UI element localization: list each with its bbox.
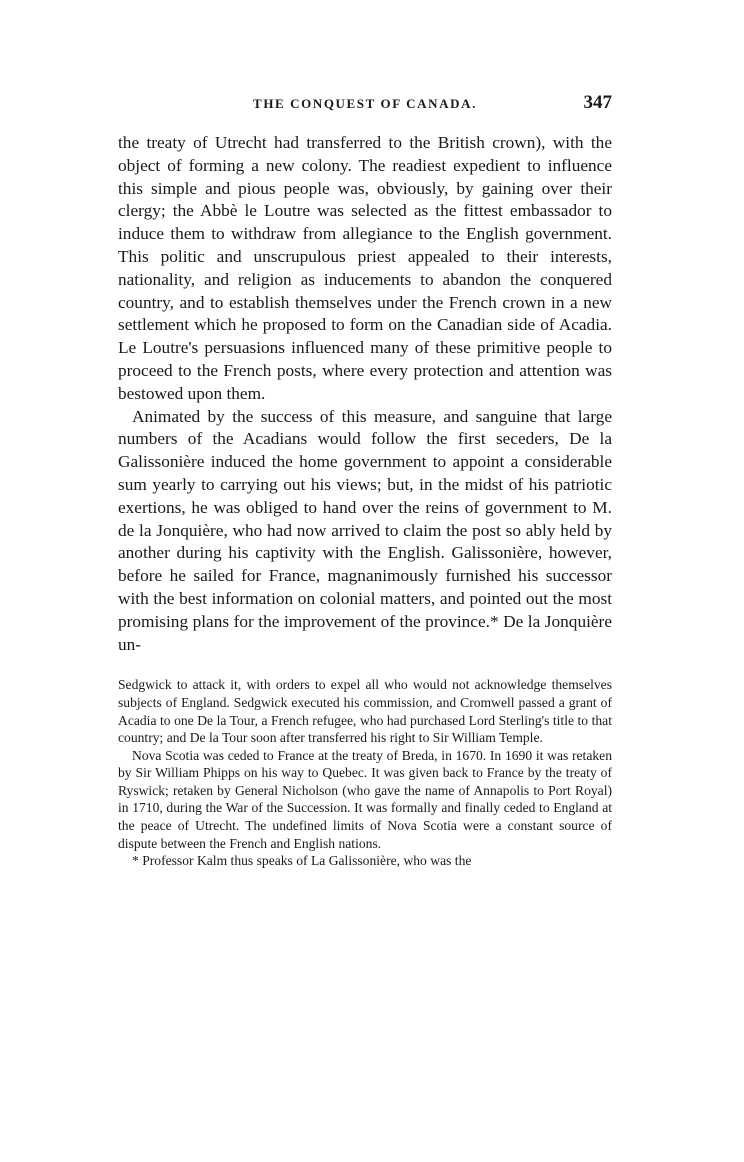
footnote-nova-scotia: Nova Scotia was ceded to France at the treaty of Breda, in 1670. In 1690 it was retaken by Sir William Phipps on his way to Quebec. It was given back to France by the treaty of Ryswick; retaken by General Nicholson (who gave the name of Annapolis to Port Royal) in 1710, during the War of the Succession. It was formally and finally ceded to England at the peace of Utrecht. The undefined limits of Nova Scotia were a constant source of dispute between the French and English nations. [118, 747, 612, 851]
body-text [118, 132, 612, 656]
paragraph-2: Animated by the success of this measure, and sanguine that large numbers of the Acadians would follow the first seceders, De la Galissonière induced the home government to appoint a considerable sum yearly to carrying out his views; but, in the midst of his patriotic exertions, he was obliged to hand over the reins of government to M. de la Jonquière, who had now arrived to claim the post so ably held by another during his captivity with the English. Galissonière, however, before he sailed for France, magnanimously furnished his successor with the best information on colonial matters, and pointed out the most promising plans for the improvement of the province.* De la Jonquière un- [118, 406, 612, 654]
footnote-kalm: * Professor Kalm thus speaks of La Galissonière, who was the [132, 853, 472, 869]
paragraph-1: the treaty of Utrecht had transferred to the British crown), with the object of forming a new colony. The readiest expedient to influence this simple and pious people was, obviously, by gaining over their clergy; the Abbè le Loutre was selected as the fittest embassador to induce them to withdraw from allegiance to the English government. This politic and unscrupulous priest appealed to their interests, nationality, and religion as inducements to abandon the conquered country, and to establish themselves under the French crown in a new settlement which he proposed to form on the Canadian side of Acadia. Le Loutre's persuasions influenced many of these primitive people to proceed to the French posts, where every protection and attention was bestowed upon them. [118, 133, 612, 403]
running-head: THE CONQUEST OF CANADA. [253, 96, 477, 111]
page-number: 347 [583, 92, 612, 113]
book-page [118, 92, 612, 870]
page-header [118, 92, 612, 124]
footnote-continued: Sedgwick to attack it, with orders to expel all who would not acknowledge themselves subjects of England. Sedgwick executed his commission, and Cromwell passed a grant of Acadia to one De la Tour, a French refugee, who had purchased Lord Sterling's title to that country; and De la Tour soon after transferred his right to Sir William Temple. [118, 677, 612, 746]
footnotes [118, 676, 612, 870]
